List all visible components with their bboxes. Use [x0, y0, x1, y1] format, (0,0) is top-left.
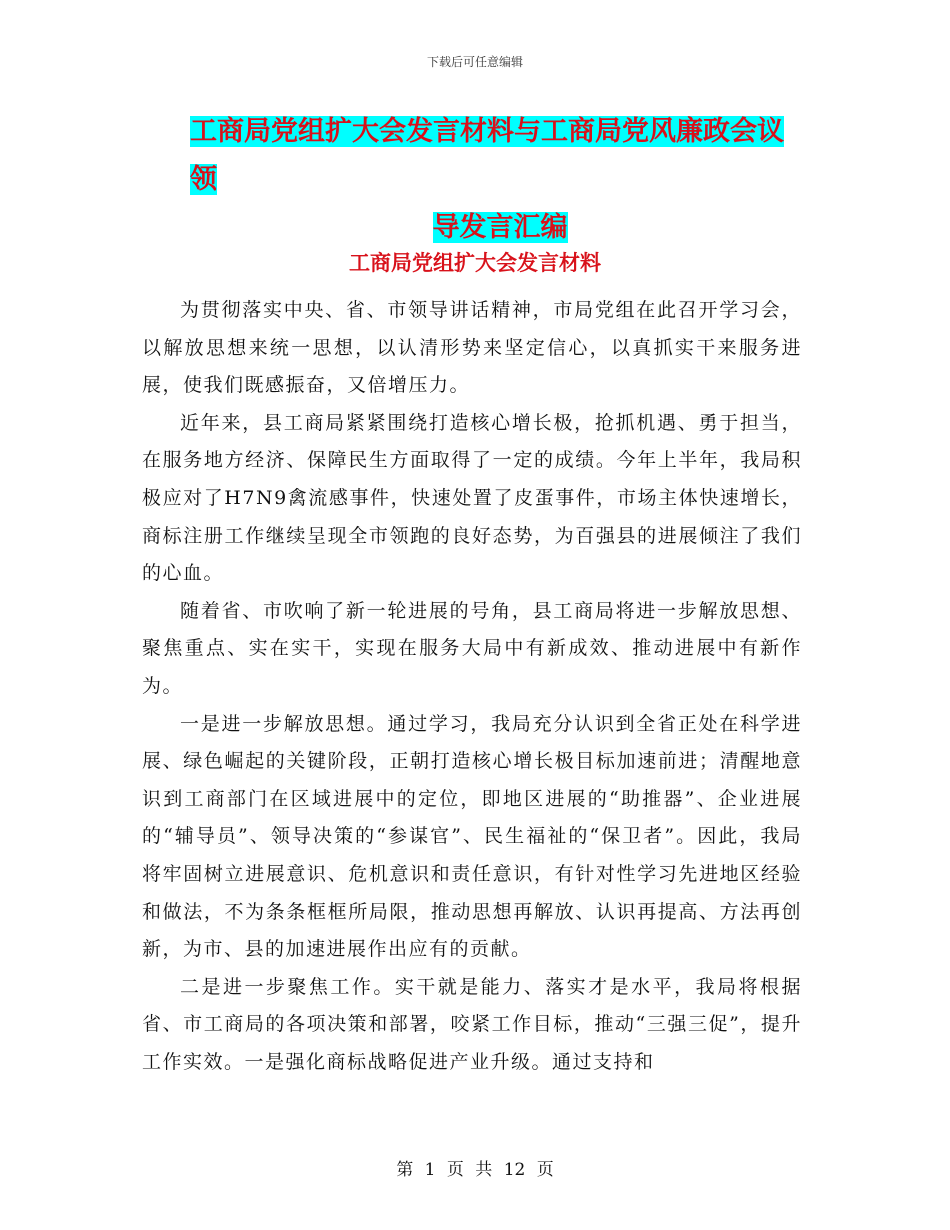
paragraph: 二是进一步聚焦工作。实干就是能力、落实才是水平，我局将根据省、市工商局的各项决策和部署，咬紧工作目标，推动“三强三促”，提升工作实效。一是强化商标战略促进产业升级。通过支持和: [142, 975, 802, 1073]
paragraph: 近年来，县工商局紧紧围绕打造核心增长极，抢抓机遇、勇于担当，在服务地方经济、保障民生方面取得了一定的成绩。今年上半年，我局积极应对了H7N9禽流感事件，快速处置了皮蛋事件，市场主体快速增长，商标注册工作继续呈现全市领跑的良好态势，为百强县的进展倾注了我们的心血。: [142, 411, 802, 585]
page-footer: 第 1 页 共 12 页: [396, 1160, 554, 1180]
body-text: [142, 292, 802, 1081]
header-note: 下载后可任意编辑: [426, 55, 523, 69]
section-title: 工商局党组扩大会发言材料: [349, 250, 601, 275]
title-line-2: 导发言汇编: [432, 212, 568, 243]
paragraph: 随着省、市吹响了新一轮进展的号角，县工商局将进一步解放思想、聚焦重点、实在实干，实现在服务大局中有新成效、推动进展中有新作为。: [142, 599, 802, 697]
document-title: [190, 108, 810, 252]
title-line-1: 工商局党组扩大会发言材料与工商局党风廉政会议领: [190, 116, 784, 195]
paragraph: 一是进一步解放思想。通过学习，我局充分认识到全省正处在科学进展、绿色崛起的关键阶段，正朝打造核心增长极目标加速前进；清醒地意识到工商部门在区域进展中的定位，即地区进展的“助推器”、企业进展的“辅导员”、领导决策的“参谋官”、民生福祉的“保卫者”。因此，我局将牢固树立进展意识、危机意识和责任意识，有针对性学习先进地区经验和做法，不为条条框框所局限，推动思想再解放、认识再提高、方法再创新，为市、县的加速进展作出应有的贡献。: [142, 712, 802, 961]
paragraph: 为贯彻落实中央、省、市领导讲话精神，市局党组在此召开学习会，以解放思想来统一思想，以认清形势来坚定信心，以真抓实干来服务进展，使我们既感振奋，又倍增压力。: [142, 299, 802, 397]
